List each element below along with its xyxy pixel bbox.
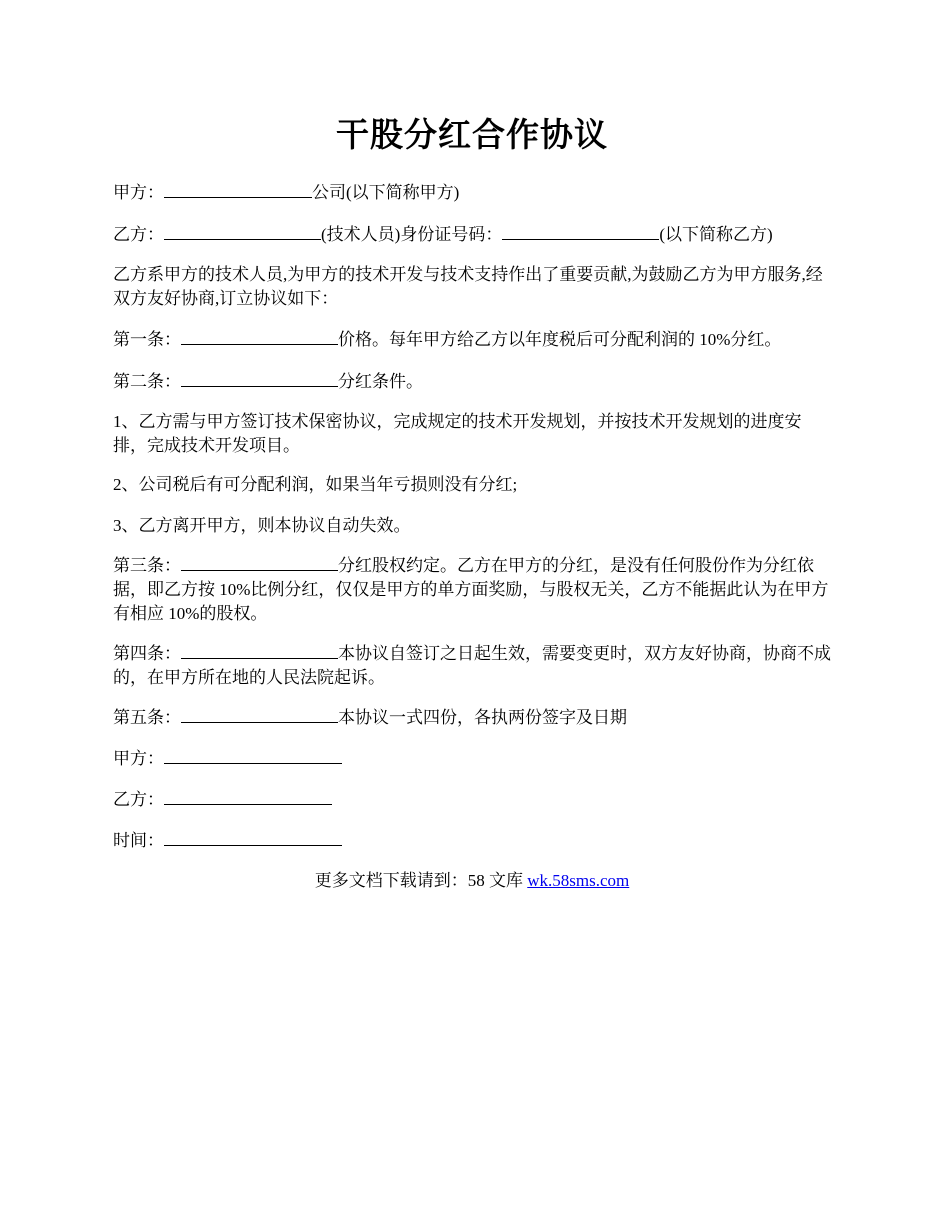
article-4-text: 本协议自签订之日起生效，需要变更时，双方友好协商，协商不成的，在甲方所在地的人民法院起诉。 <box>113 644 831 687</box>
party-b-middle: (技术人员)身份证号码： <box>321 225 503 244</box>
party-b-line <box>113 222 831 247</box>
condition-3: 3、乙方离开甲方，则本协议自动失效。 <box>113 516 411 535</box>
party-a-label: 甲方： <box>113 183 164 202</box>
signature-time <box>113 828 831 853</box>
condition-1: 1、乙方需与甲方签订技术保密协议，完成规定的技术开发规划，并按技术开发规划的进度安排，完成技术开发项目。 <box>113 412 802 455</box>
footer-prefix: 更多文档下载请到：58 文库 <box>314 871 528 890</box>
article-4-blank <box>181 641 338 659</box>
party-a-suffix: 公司(以下简称甲方) <box>312 183 460 202</box>
party-b-label: 乙方： <box>113 225 164 244</box>
article-3 <box>113 553 831 626</box>
party-b-suffix: (以下简称乙方) <box>659 225 773 244</box>
article-1 <box>113 327 831 352</box>
article-4 <box>113 641 831 690</box>
signature-party-b-blank <box>164 787 332 805</box>
signature-time-label: 时间： <box>113 831 164 850</box>
article-1-label: 第一条： <box>113 330 181 349</box>
article-2 <box>113 369 831 394</box>
party-a-line <box>113 180 831 205</box>
party-b-blank <box>164 222 321 240</box>
article-4-label: 第四条： <box>113 644 181 663</box>
article-5-blank <box>181 705 338 723</box>
party-a-blank <box>164 180 312 198</box>
article-3-text: 分红股权约定。乙方在甲方的分红，是没有任何股份作为分红依据，即乙方按 10%比例分红，仅仅是甲方的单方面奖励，与股权无关，乙方不能据此认为在甲方有相应 10%的股权。 <box>113 556 829 623</box>
article-3-blank <box>181 553 338 571</box>
article-5 <box>113 705 831 730</box>
signature-time-blank <box>164 828 342 846</box>
document-title: 干股分红合作协议 <box>336 118 608 154</box>
article-2-text: 分红条件。 <box>338 372 423 391</box>
footer-link[interactable]: wk.58sms.com <box>527 871 630 890</box>
intro-paragraph: 乙方系甲方的技术人员,为甲方的技术开发与技术支持作出了重要贡献,为鼓励乙方为甲方服务,经双方友好协商,订立协议如下： <box>113 265 823 308</box>
signature-party-b-label: 乙方： <box>113 790 164 809</box>
article-1-text: 价格。每年甲方给乙方以年度税后可分配利润的 10%分红。 <box>338 330 782 349</box>
article-3-label: 第三条： <box>113 556 181 575</box>
footer <box>113 869 831 893</box>
signature-party-a-blank <box>164 746 342 764</box>
signature-party-b <box>113 787 831 812</box>
id-number-blank <box>502 222 659 240</box>
signature-party-a <box>113 746 831 771</box>
article-2-label: 第二条： <box>113 372 181 391</box>
signature-party-a-label: 甲方： <box>113 749 164 768</box>
article-5-label: 第五条： <box>113 708 181 727</box>
article-5-text: 本协议一式四份，各执两份签字及日期 <box>338 708 627 727</box>
article-2-blank <box>181 369 338 387</box>
condition-2: 2、公司税后有可分配利润，如果当年亏损则没有分红; <box>113 475 518 494</box>
article-1-blank <box>181 327 338 345</box>
